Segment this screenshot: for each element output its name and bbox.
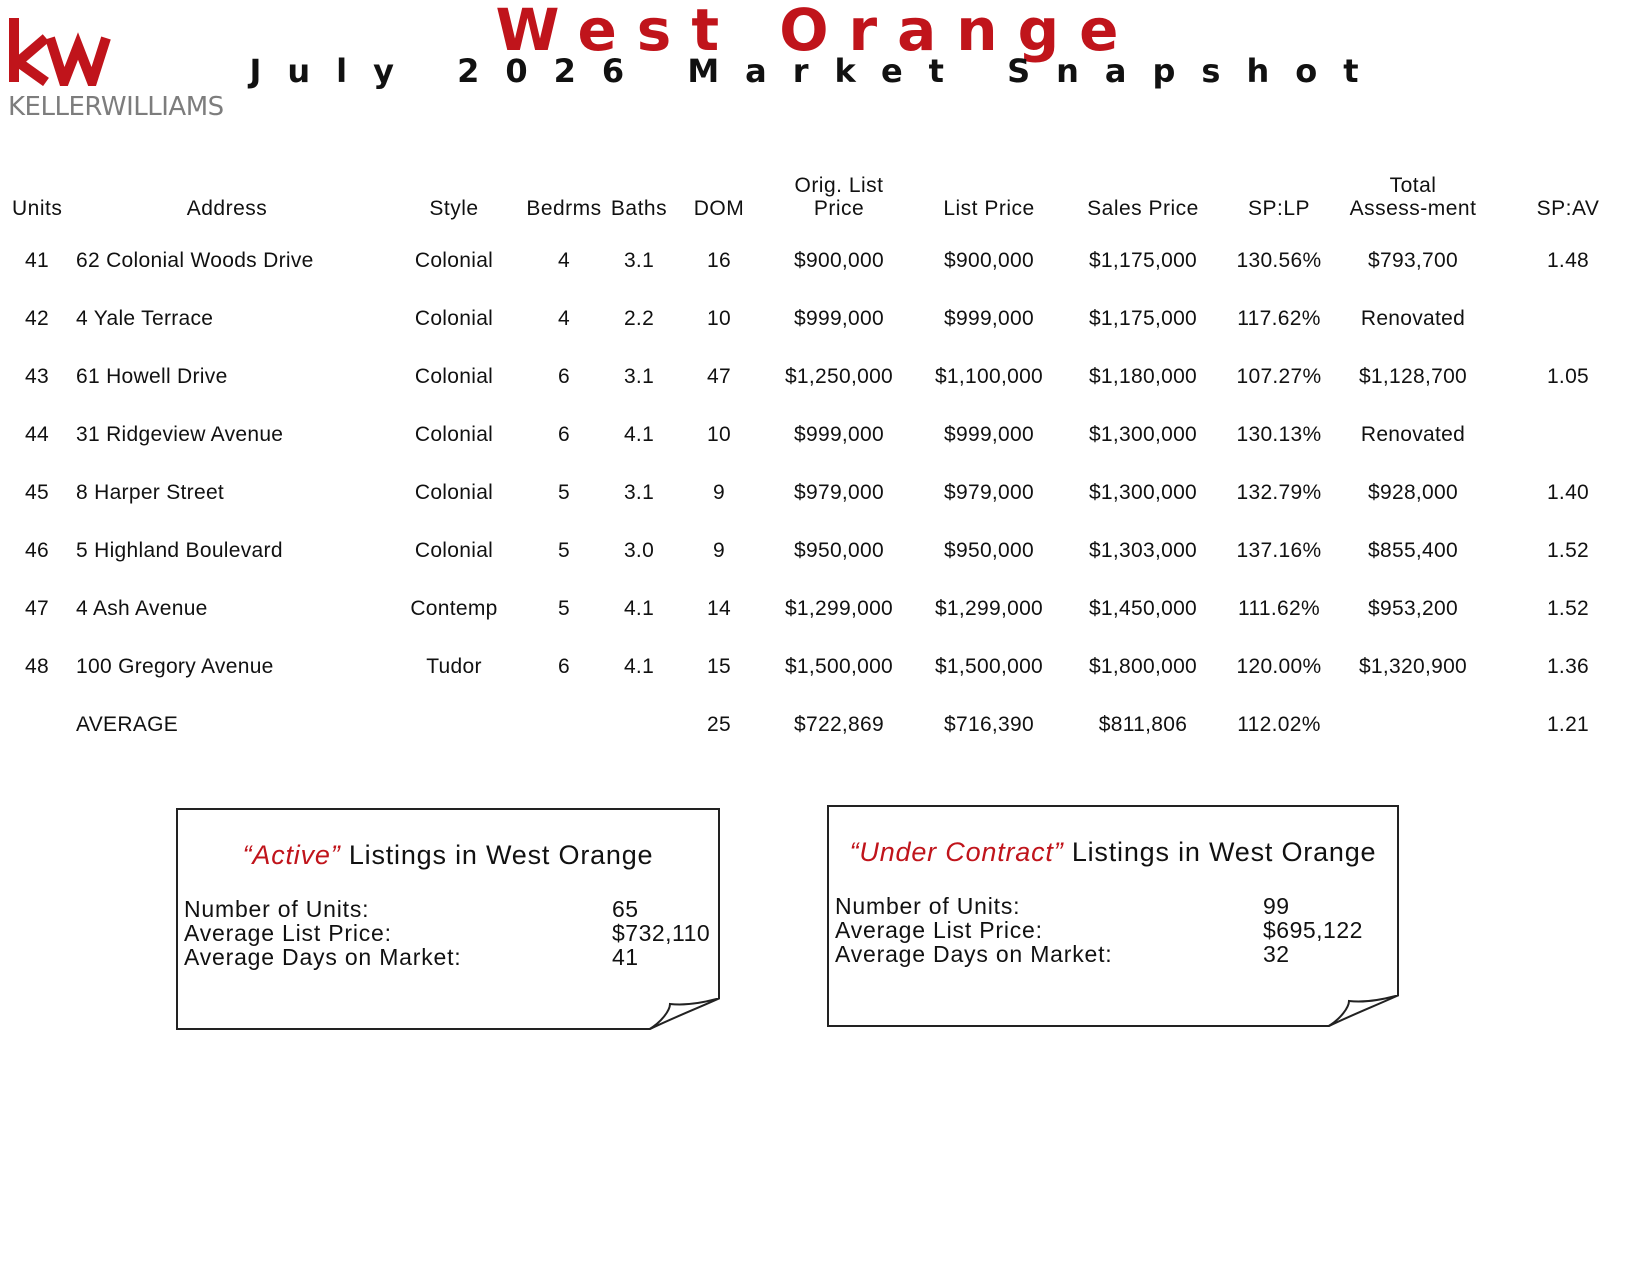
cell-sp-av xyxy=(1490,406,1646,464)
cell-sales-price: $1,800,000 xyxy=(1088,655,1198,678)
cell-orig-list-price: $979,000 xyxy=(794,481,884,504)
cell-bedrooms: 4 xyxy=(558,249,570,272)
cell-sales-price: $1,303,000 xyxy=(1088,539,1198,562)
cell-orig-list-price: $950,000 xyxy=(794,539,884,562)
cell-style: Colonial xyxy=(414,423,494,446)
cell-sales-price: $1,300,000 xyxy=(1088,423,1198,446)
col-header-style: Style xyxy=(429,197,479,220)
cell-list-price: $1,299,000 xyxy=(934,597,1044,620)
cell-dom: 16 xyxy=(707,249,731,272)
cell-baths: 3.1 xyxy=(623,249,655,272)
cell-address: 5 Highland Boulevard xyxy=(76,539,283,562)
active-avg-price-label: Average List Price: xyxy=(184,920,392,946)
cell-baths: 4.1 xyxy=(623,655,655,678)
logo-wordmark: KELLERWILLIAMS xyxy=(8,92,224,122)
cell-sp-lp: 107.27% xyxy=(1236,365,1322,388)
cell-dom: 14 xyxy=(707,597,731,620)
col-header-sp-av: SP:AV xyxy=(1536,197,1600,220)
cell-sales-price: $1,175,000 xyxy=(1088,307,1198,330)
avg-total-assessment xyxy=(1336,696,1490,754)
cell-units: 48 xyxy=(25,655,49,678)
uc-avg-dom-value: 32 xyxy=(1263,941,1290,967)
avg-bedrooms xyxy=(524,696,604,754)
cell-sp-av: 1.40 xyxy=(1546,481,1590,504)
cell-sp-lp: 130.13% xyxy=(1236,423,1322,446)
cell-orig-list-price: $999,000 xyxy=(794,307,884,330)
cell-dom: 9 xyxy=(713,539,725,562)
cell-sp-lp: 137.16% xyxy=(1236,539,1322,562)
cell-orig-list-price: $1,299,000 xyxy=(784,597,894,620)
cell-bedrooms: 4 xyxy=(558,307,570,330)
cell-sp-lp: 111.62% xyxy=(1238,597,1320,620)
under-contract-highlight: “Under Contract” xyxy=(849,837,1064,867)
cell-bedrooms: 6 xyxy=(558,365,570,388)
col-header-units: Units xyxy=(12,197,63,220)
active-units-label: Number of Units: xyxy=(184,896,370,922)
cell-style: Colonial xyxy=(414,249,494,272)
active-avg-dom-label: Average Days on Market: xyxy=(184,944,462,970)
table-row xyxy=(4,406,1646,464)
avg-dom: 25 xyxy=(707,713,731,736)
active-heading-text: Listings in West Orange xyxy=(340,840,654,870)
cell-baths: 3.1 xyxy=(623,365,655,388)
cell-sp-lp: 117.62% xyxy=(1237,307,1321,330)
page-curl-icon xyxy=(648,998,720,1030)
avg-sp-av: 1.21 xyxy=(1546,713,1590,736)
cell-total-assessment: $953,200 xyxy=(1368,597,1458,620)
cell-style: Colonial xyxy=(414,307,494,330)
cell-total-assessment: Renovated xyxy=(1360,423,1466,446)
cell-address: 61 Howell Drive xyxy=(76,365,228,388)
avg-style xyxy=(384,696,524,754)
cell-total-assessment: Renovated xyxy=(1360,307,1466,330)
active-units-value: 65 xyxy=(612,896,639,922)
col-header-sp-lp: SP:LP xyxy=(1247,197,1311,220)
col-header-address: Address xyxy=(186,197,268,220)
avg-sales-price: $811,806 xyxy=(1098,713,1188,736)
col-header-dom: DOM xyxy=(693,197,745,220)
cell-dom: 15 xyxy=(707,655,731,678)
col-header-orig-list-price xyxy=(764,150,914,232)
cell-baths: 3.1 xyxy=(623,481,655,504)
cell-list-price: $999,000 xyxy=(944,307,1034,330)
avg-orig-list-price: $722,869 xyxy=(794,713,884,736)
active-highlight: “Active” xyxy=(242,840,341,870)
cell-total-assessment: $928,000 xyxy=(1368,481,1458,504)
cell-sales-price: $1,300,000 xyxy=(1088,481,1198,504)
cell-list-price: $999,000 xyxy=(944,423,1034,446)
cell-orig-list-price: $900,000 xyxy=(794,249,884,272)
cell-units: 47 xyxy=(25,597,49,620)
cell-address: 31 Ridgeview Avenue xyxy=(76,423,284,446)
cell-baths: 2.2 xyxy=(623,307,655,330)
cell-list-price: $900,000 xyxy=(944,249,1034,272)
under-contract-heading xyxy=(829,837,1397,868)
cell-bedrooms: 5 xyxy=(558,597,570,620)
cell-bedrooms: 5 xyxy=(558,481,570,504)
cell-style: Contemp xyxy=(410,597,498,620)
avg-units xyxy=(4,696,70,754)
active-listings-heading xyxy=(178,840,718,871)
table-average-row xyxy=(4,696,1646,754)
table-row xyxy=(4,638,1646,696)
cell-bedrooms: 6 xyxy=(558,655,570,678)
cell-orig-list-price: $1,500,000 xyxy=(784,655,894,678)
cell-total-assessment: $793,700 xyxy=(1368,249,1458,272)
uc-avg-price-label: Average List Price: xyxy=(835,917,1043,943)
page-curl-icon xyxy=(1327,995,1399,1027)
cell-sp-av: 1.52 xyxy=(1546,539,1590,562)
cell-bedrooms: 5 xyxy=(558,539,570,562)
col-header-total-assessment xyxy=(1336,150,1490,232)
col-header-baths: Baths xyxy=(610,197,668,220)
cell-sales-price: $1,180,000 xyxy=(1088,365,1198,388)
cell-list-price: $1,100,000 xyxy=(934,365,1044,388)
avg-baths xyxy=(604,696,674,754)
col-header-bedrooms: Bedrms xyxy=(526,197,602,220)
cell-sp-av xyxy=(1490,290,1646,348)
cell-style: Colonial xyxy=(414,539,494,562)
cell-address: 8 Harper Street xyxy=(76,481,225,504)
cell-address: 4 Ash Avenue xyxy=(76,597,208,620)
uc-avg-price-value: $695,122 xyxy=(1263,917,1363,943)
cell-style: Tudor xyxy=(426,655,482,678)
active-avg-dom-value: 41 xyxy=(612,944,639,970)
cell-sales-price: $1,175,000 xyxy=(1088,249,1198,272)
active-avg-price-value: $732,110 xyxy=(612,920,711,946)
cell-style: Colonial xyxy=(414,481,494,504)
avg-sp-lp: 112.02% xyxy=(1237,713,1321,736)
cell-orig-list-price: $1,250,000 xyxy=(784,365,894,388)
page-title: West Orange xyxy=(495,0,1139,64)
cell-address: 4 Yale Terrace xyxy=(76,307,214,330)
table-row xyxy=(4,348,1646,406)
cell-dom: 47 xyxy=(707,365,731,388)
cell-sp-lp: 130.56% xyxy=(1236,249,1322,272)
cell-sales-price: $1,450,000 xyxy=(1088,597,1198,620)
cell-total-assessment: $1,320,900 xyxy=(1358,655,1468,678)
table-row xyxy=(4,522,1646,580)
sales-table-body xyxy=(4,232,1646,696)
under-contract-heading-text: Listings in West Orange xyxy=(1063,837,1377,867)
active-listings-card xyxy=(176,808,720,1030)
cell-dom: 10 xyxy=(707,423,731,446)
page-subtitle: July 2026 Market Snapshot xyxy=(249,52,1385,90)
cell-total-assessment: $1,128,700 xyxy=(1358,365,1468,388)
table-row xyxy=(4,290,1646,348)
cell-baths: 3.0 xyxy=(623,539,655,562)
cell-baths: 4.1 xyxy=(623,423,655,446)
cell-units: 41 xyxy=(25,249,49,272)
cell-units: 46 xyxy=(25,539,49,562)
cell-units: 42 xyxy=(25,307,49,330)
table-row xyxy=(4,580,1646,638)
cell-units: 44 xyxy=(25,423,49,446)
cell-dom: 9 xyxy=(713,481,725,504)
avg-list-price: $716,390 xyxy=(944,713,1034,736)
cell-units: 45 xyxy=(25,481,49,504)
cell-sp-lp: 132.79% xyxy=(1236,481,1322,504)
cell-list-price: $1,500,000 xyxy=(934,655,1044,678)
cell-list-price: $979,000 xyxy=(944,481,1034,504)
cell-orig-list-price: $999,000 xyxy=(794,423,884,446)
table-header-row xyxy=(4,150,1646,232)
cell-units: 43 xyxy=(25,365,49,388)
cell-dom: 10 xyxy=(707,307,731,330)
cell-address: 100 Gregory Avenue xyxy=(76,655,274,678)
col-header-total-assessment-text: Total Assess-ment xyxy=(1349,174,1477,220)
uc-units-value: 99 xyxy=(1263,893,1290,919)
cell-sp-av: 1.36 xyxy=(1546,655,1590,678)
under-contract-listings-card xyxy=(827,805,1399,1027)
cell-sp-av: 1.48 xyxy=(1546,249,1590,272)
cell-sp-lp: 120.00% xyxy=(1236,655,1322,678)
cell-baths: 4.1 xyxy=(623,597,655,620)
cell-bedrooms: 6 xyxy=(558,423,570,446)
cell-sp-av: 1.52 xyxy=(1546,597,1590,620)
uc-units-label: Number of Units: xyxy=(835,893,1021,919)
avg-label: AVERAGE xyxy=(76,713,179,736)
table-row xyxy=(4,464,1646,522)
cell-sp-av: 1.05 xyxy=(1546,365,1590,388)
cell-list-price: $950,000 xyxy=(944,539,1034,562)
cell-total-assessment: $855,400 xyxy=(1368,539,1458,562)
cell-address: 62 Colonial Woods Drive xyxy=(76,249,314,272)
cell-style: Colonial xyxy=(414,365,494,388)
sales-table xyxy=(4,150,1646,754)
table-row xyxy=(4,232,1646,290)
col-header-list-price: List Price xyxy=(943,197,1035,220)
col-header-sales-price: Sales Price xyxy=(1087,197,1199,220)
uc-avg-dom-label: Average Days on Market: xyxy=(835,941,1113,967)
col-header-orig-list-price-text: Orig. List Price xyxy=(794,174,884,220)
